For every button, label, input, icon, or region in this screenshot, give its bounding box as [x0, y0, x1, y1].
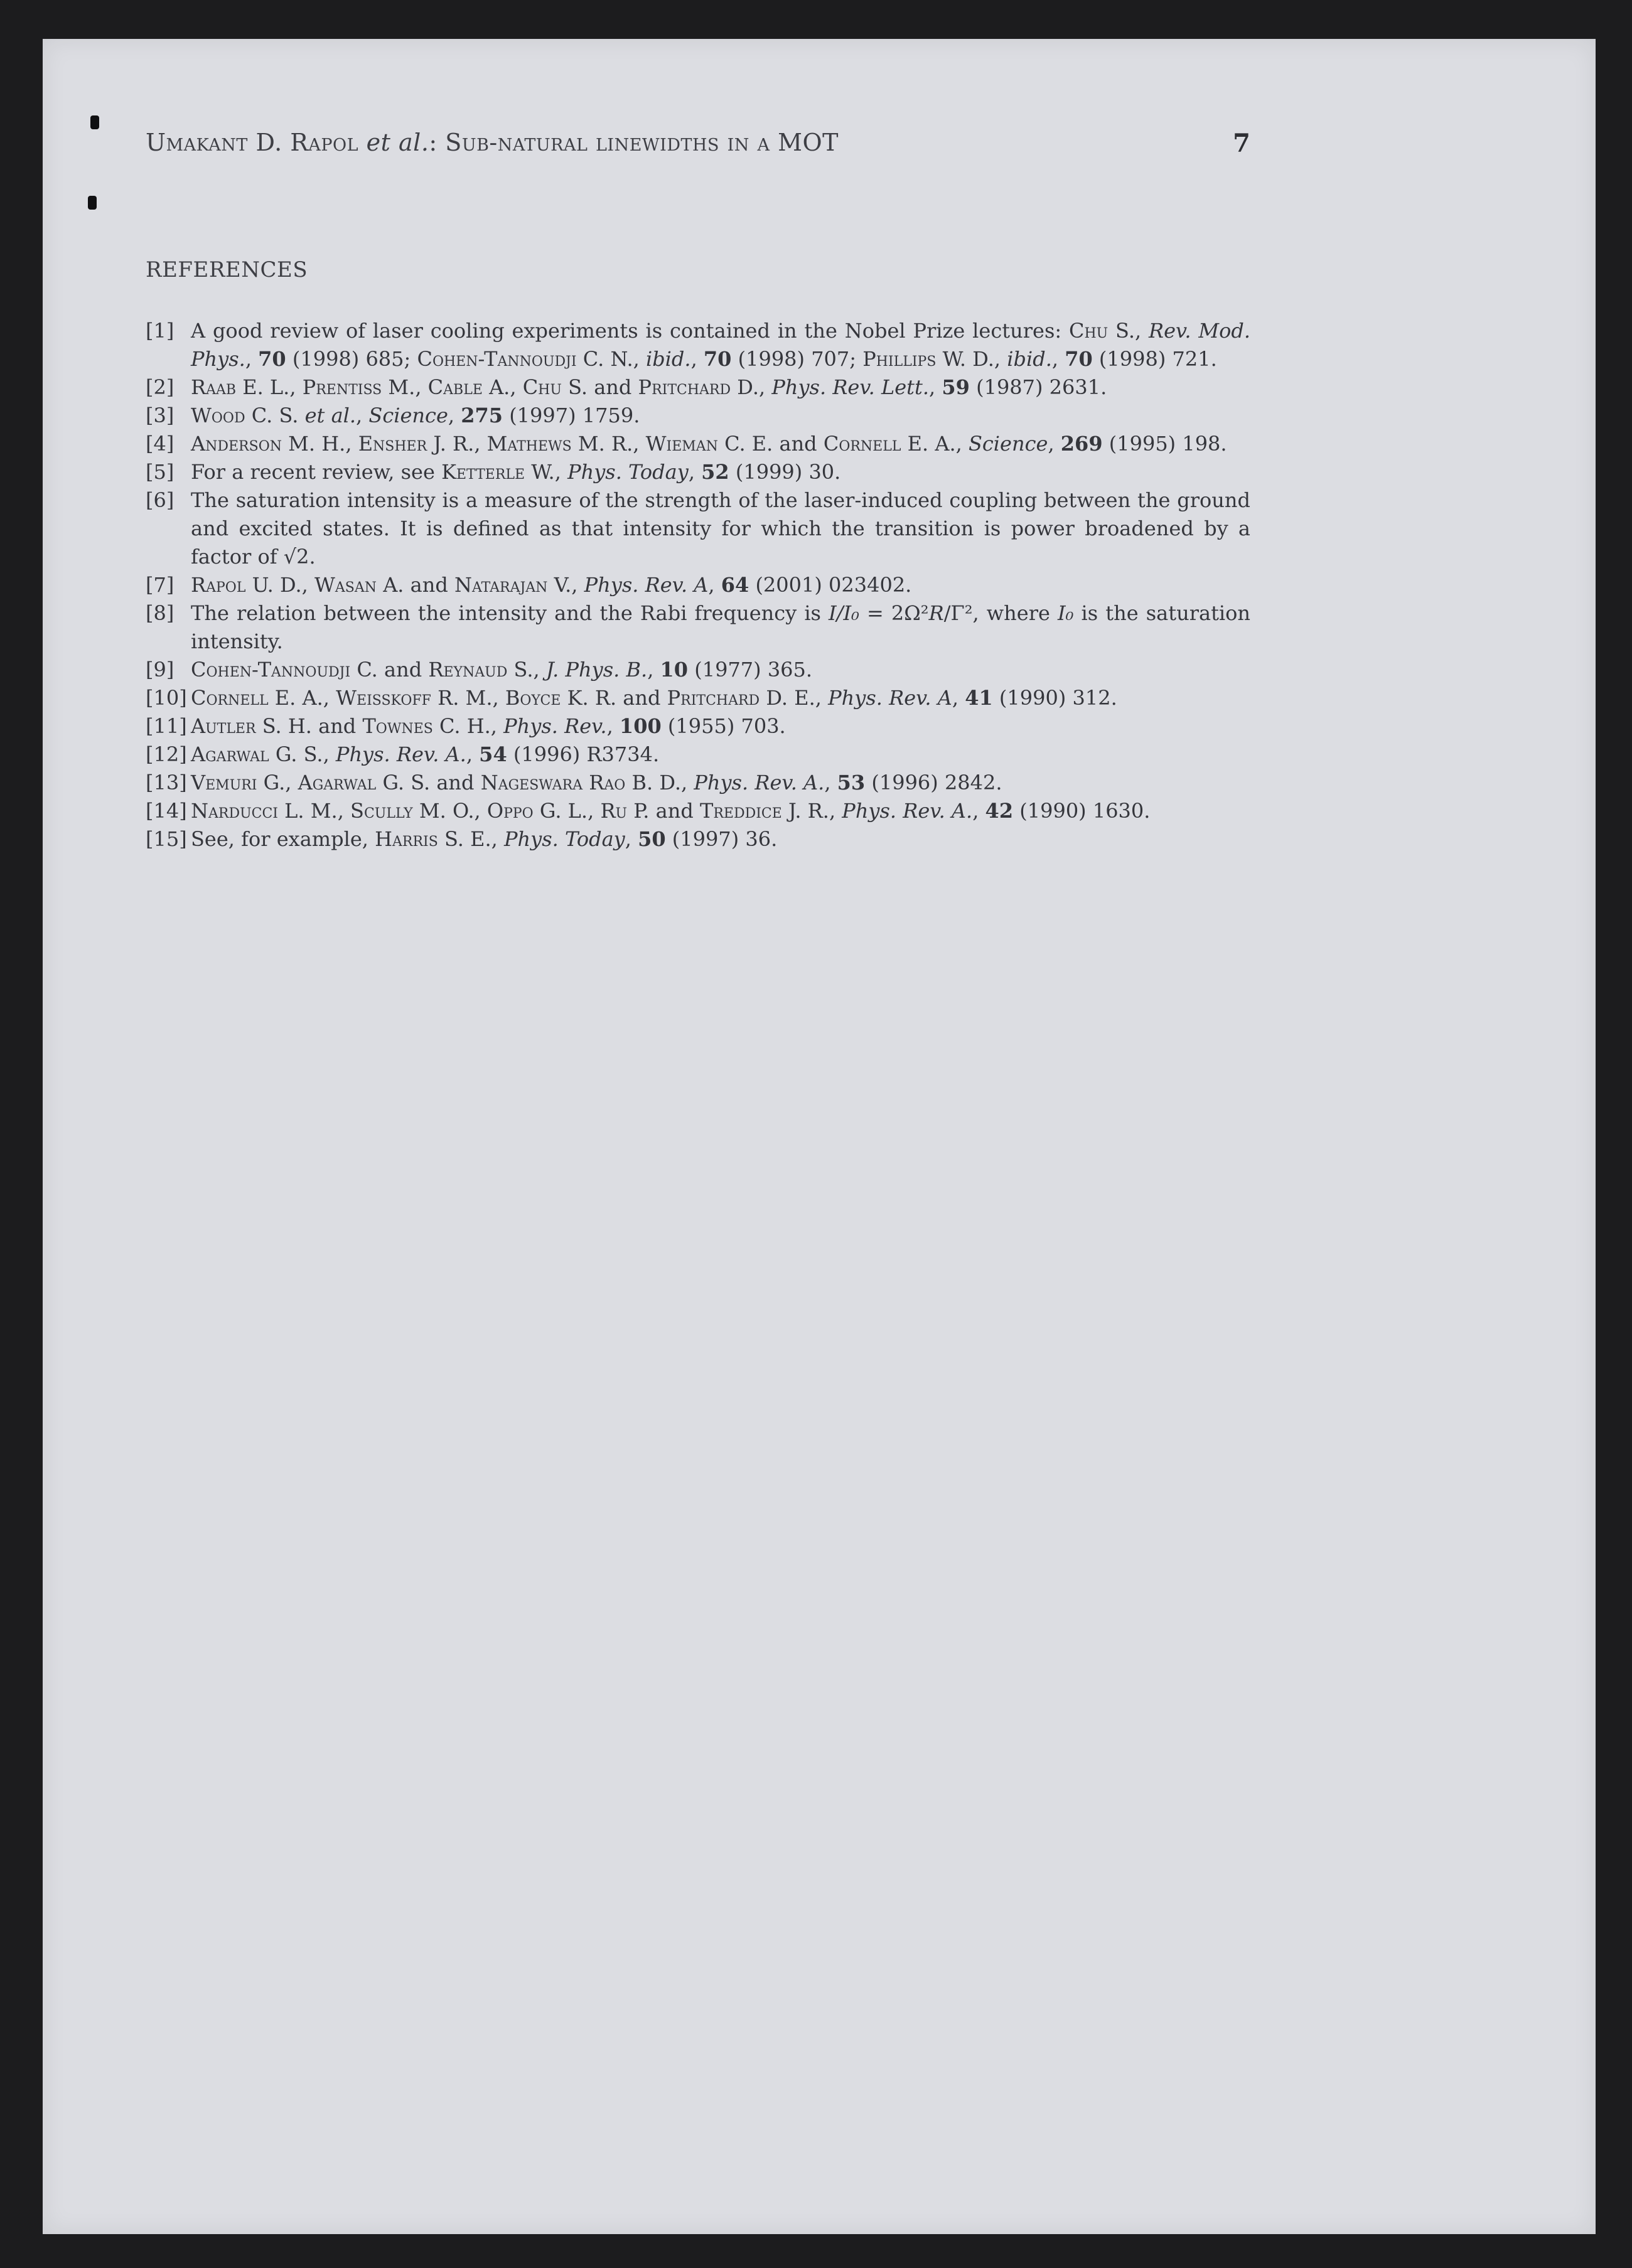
reference-item — [146, 317, 1250, 373]
reference-number: [14] — [146, 799, 187, 823]
reference-number: [15] — [146, 827, 187, 851]
reference-text: Pritchard — [638, 375, 731, 399]
reference-text: (1999) 30. — [729, 460, 841, 484]
reference-text: Ketterle — [441, 460, 525, 484]
reference-text: W., — [525, 460, 568, 484]
reference-text: M. R., — [571, 432, 646, 456]
reference-text: (2001) 023402. — [749, 573, 912, 597]
reference-text: , — [466, 742, 480, 766]
reference-text: I/I₀ — [829, 601, 859, 625]
reference-number: [11] — [146, 714, 187, 738]
reference-text: 54 — [479, 742, 507, 766]
reference-item — [146, 599, 1250, 656]
reference-text: 52 — [701, 460, 729, 484]
reference-text: (1977) 365. — [688, 658, 813, 682]
reference-text: , — [929, 375, 942, 399]
running-etal: et al. — [366, 129, 429, 156]
reference-text: For a recent review, see — [191, 460, 442, 484]
reference-number: [2] — [146, 375, 174, 399]
reference-text: (1995) 198. — [1102, 432, 1227, 456]
reference-text: (1996) R3734. — [507, 742, 660, 766]
reference-text: D. E., — [760, 686, 829, 710]
reference-text: G., — [257, 771, 298, 794]
reference-text: Science — [368, 404, 448, 427]
reference-text: S., — [507, 658, 546, 682]
reference-text: 59 — [942, 375, 970, 399]
reference-item — [146, 571, 1250, 599]
reference-text: Raab — [191, 375, 237, 399]
reference-text: , — [824, 771, 837, 794]
reference-text: 42 — [985, 799, 1014, 823]
reference-number: [9] — [146, 658, 174, 682]
reference-item — [146, 373, 1250, 402]
reference-text: Cohen-Tannoudji — [191, 658, 351, 682]
reference-text: Phys. Rev. Lett. — [771, 375, 930, 399]
reference-text: et al. — [304, 404, 357, 427]
reference-text: Cable — [427, 375, 483, 399]
reference-text: C. S. — [245, 404, 305, 427]
reference-text: J. R., — [427, 432, 487, 456]
reference-number: [4] — [146, 432, 174, 456]
reference-text: Rev. Mod. Phys. — [191, 319, 1251, 371]
reference-text: U. D., — [245, 573, 315, 597]
reference-text: Pritchard — [667, 686, 760, 710]
reference-text: (1998) 685; — [286, 347, 417, 371]
reference-text: W. D., — [936, 347, 1007, 371]
reference-text: C. H., — [432, 714, 504, 738]
reference-text: C. E. and — [717, 432, 824, 456]
reference-text: L. M., — [278, 799, 351, 823]
reference-text: Phys. Rev. A. — [842, 799, 973, 823]
reference-text: Phys. Rev. A — [828, 686, 952, 710]
reference-text: (1990) 1630. — [1013, 799, 1151, 823]
reference-text: M., — [382, 375, 428, 399]
reference-text: , — [952, 686, 965, 710]
reference-text: Wood — [191, 404, 245, 427]
reference-text: A., — [482, 375, 523, 399]
reference-text: D., — [731, 375, 772, 399]
reference-text: 41 — [965, 686, 993, 710]
reference-text: C. N., — [576, 347, 646, 371]
reference-text: M. O., — [412, 799, 487, 823]
punch-hole-top — [90, 115, 99, 129]
reference-item — [146, 825, 1250, 853]
reference-text: (1998) 721. — [1092, 347, 1217, 371]
references-heading: REFERENCES — [146, 257, 308, 282]
reference-number: [8] — [146, 601, 174, 625]
reference-text: Phys. Rev. A. — [335, 742, 466, 766]
reference-text: S. H. and — [255, 714, 363, 738]
reference-item — [146, 797, 1250, 825]
reference-text: , — [688, 460, 702, 484]
reference-text: R — [928, 601, 944, 625]
reference-text: Cornell — [191, 686, 269, 710]
reference-text: I₀ — [1058, 601, 1074, 625]
reference-text: M. H., — [281, 432, 358, 456]
reference-text: Phys. Rev. — [503, 714, 607, 738]
reference-text: A good review of laser cooling experiments is contained in the Nobel Prize lectures: — [191, 319, 1069, 343]
reference-item — [146, 486, 1250, 571]
reference-number: [7] — [146, 573, 174, 597]
reference-number: [10] — [146, 686, 187, 710]
reference-text: E. A., — [268, 686, 336, 710]
reference-number: [5] — [146, 460, 174, 484]
reference-text: Harris — [375, 827, 438, 851]
reference-text: (1997) 36. — [665, 827, 778, 851]
reference-text: /Γ², where — [943, 601, 1058, 625]
reference-text: , — [1048, 432, 1061, 456]
reference-text: Wasan — [314, 573, 377, 597]
reference-text: Science — [968, 432, 1048, 456]
reference-text: , — [448, 404, 461, 427]
reference-text: E. L., — [236, 375, 303, 399]
reference-text: 53 — [837, 771, 866, 794]
reference-number: [1] — [146, 319, 174, 343]
reference-item — [146, 458, 1250, 486]
reference-text: The saturation intensity is a measure of the strength of the laser-induced coupling between the ground and excited states. It is defined as that intensity for which the transition is power broadened by a factor of √2. — [191, 488, 1250, 569]
reference-text: P. and — [627, 799, 700, 823]
reference-text: 10 — [660, 658, 689, 682]
reference-text: Oppo — [486, 799, 534, 823]
reference-text: S. and — [561, 375, 638, 399]
reference-text: 100 — [619, 714, 662, 738]
reference-text: (1997) 1759. — [503, 404, 640, 427]
reference-text: Agarwal — [298, 771, 377, 794]
running-paper-title: : Sub-natural linewidths in a MOT — [429, 129, 839, 156]
reference-text: , — [972, 799, 985, 823]
reference-number: [3] — [146, 404, 174, 427]
reference-text: G. S., — [269, 742, 336, 766]
reference-text: Anderson — [191, 432, 282, 456]
reference-text: 70 — [1065, 347, 1093, 371]
reference-text: , — [1051, 347, 1065, 371]
reference-text: S. E., — [438, 827, 504, 851]
punch-hole-bottom — [88, 196, 97, 210]
reference-text: Autler — [191, 714, 256, 738]
reference-text: C. and — [350, 658, 429, 682]
reference-text: ibid. — [1007, 347, 1052, 371]
reference-number: [6] — [146, 488, 174, 512]
reference-item — [146, 684, 1250, 712]
reference-text: R. M., — [431, 686, 505, 710]
reference-text: Chu — [522, 375, 562, 399]
reference-text: , — [708, 573, 721, 597]
reference-text: Boyce — [505, 686, 561, 710]
reference-text: 70 — [703, 347, 732, 371]
reference-text: is the saturation intensity. — [191, 601, 1251, 653]
reference-text: Cornell — [823, 432, 901, 456]
reference-text: Phys. Rev. A — [584, 573, 709, 597]
reference-text: 70 — [258, 347, 286, 371]
reference-text: ibid. — [645, 347, 691, 371]
reference-number: [12] — [146, 742, 187, 766]
reference-text: = 2Ω² — [859, 601, 929, 625]
reference-text: S., — [1108, 319, 1149, 343]
reference-text: Rapol — [191, 573, 246, 597]
reference-text: Vemuri — [191, 771, 257, 794]
reference-item — [146, 769, 1250, 797]
reference-text: Mathews — [486, 432, 572, 456]
reference-text: , — [647, 658, 660, 682]
reference-text: (1990) 312. — [992, 686, 1117, 710]
reference-text: Wieman — [645, 432, 718, 456]
running-header — [146, 129, 1250, 166]
reference-item — [146, 741, 1250, 769]
reference-text: , — [356, 404, 369, 427]
reference-text: The relation between the intensity and the Rabi frequency is — [191, 601, 829, 625]
reference-text: (1955) 703. — [661, 714, 786, 738]
reference-text: Townes — [362, 714, 433, 738]
reference-text: G. L., — [533, 799, 601, 823]
reference-text: Treddice — [699, 799, 782, 823]
reference-text: Prentiss — [302, 375, 382, 399]
reference-text: (1998) 707; — [731, 347, 863, 371]
reference-text: , — [606, 714, 620, 738]
reference-text: 64 — [721, 573, 749, 597]
reference-text: Phys. Today — [567, 460, 689, 484]
reference-text: J. Phys. B. — [545, 658, 648, 682]
running-author: Umakant D. Rapol — [146, 129, 359, 156]
reference-text: Natarajan — [454, 573, 548, 597]
reference-text: Agarwal — [191, 742, 269, 766]
reference-item — [146, 430, 1250, 458]
reference-item — [146, 402, 1250, 430]
reference-text: B. D., — [625, 771, 694, 794]
reference-text: Ensher — [358, 432, 427, 456]
reference-text: , — [690, 347, 704, 371]
reference-text: A. and — [377, 573, 454, 597]
reference-text: See, for example, — [191, 827, 375, 851]
reference-list — [146, 317, 1250, 853]
reference-text: (1987) 2631. — [969, 375, 1107, 399]
reference-text: Cohen-Tannoudji — [417, 347, 577, 371]
reference-number: [13] — [146, 771, 187, 794]
reference-text: Narducci — [191, 799, 278, 823]
reference-text: Phys. Today — [503, 827, 625, 851]
reference-text: Chu — [1069, 319, 1109, 343]
reference-text: 275 — [461, 404, 503, 427]
reference-text: Ru — [600, 799, 628, 823]
reference-text: , — [245, 347, 259, 371]
reference-text: 50 — [638, 827, 666, 851]
reference-text: V., — [547, 573, 584, 597]
reference-item — [146, 656, 1250, 684]
reference-text: K. R. and — [561, 686, 667, 710]
reference-text: E. A., — [901, 432, 969, 456]
reference-text: J. R., — [781, 799, 842, 823]
reference-text: Weisskoff — [336, 686, 431, 710]
reference-text: Scully — [350, 799, 413, 823]
reference-text: (1996) 2842. — [865, 771, 1002, 794]
reference-text: Nageswara Rao — [480, 771, 626, 794]
running-title — [146, 129, 839, 156]
reference-text: , — [625, 827, 638, 851]
reference-text: Phillips — [862, 347, 937, 371]
reference-text: G. S. and — [376, 771, 481, 794]
reference-text: 269 — [1060, 432, 1103, 456]
reference-item — [146, 712, 1250, 741]
page-number: 7 — [1233, 129, 1250, 158]
reference-text: Reynaud — [428, 658, 508, 682]
reference-text: Phys. Rev. A. — [694, 771, 825, 794]
